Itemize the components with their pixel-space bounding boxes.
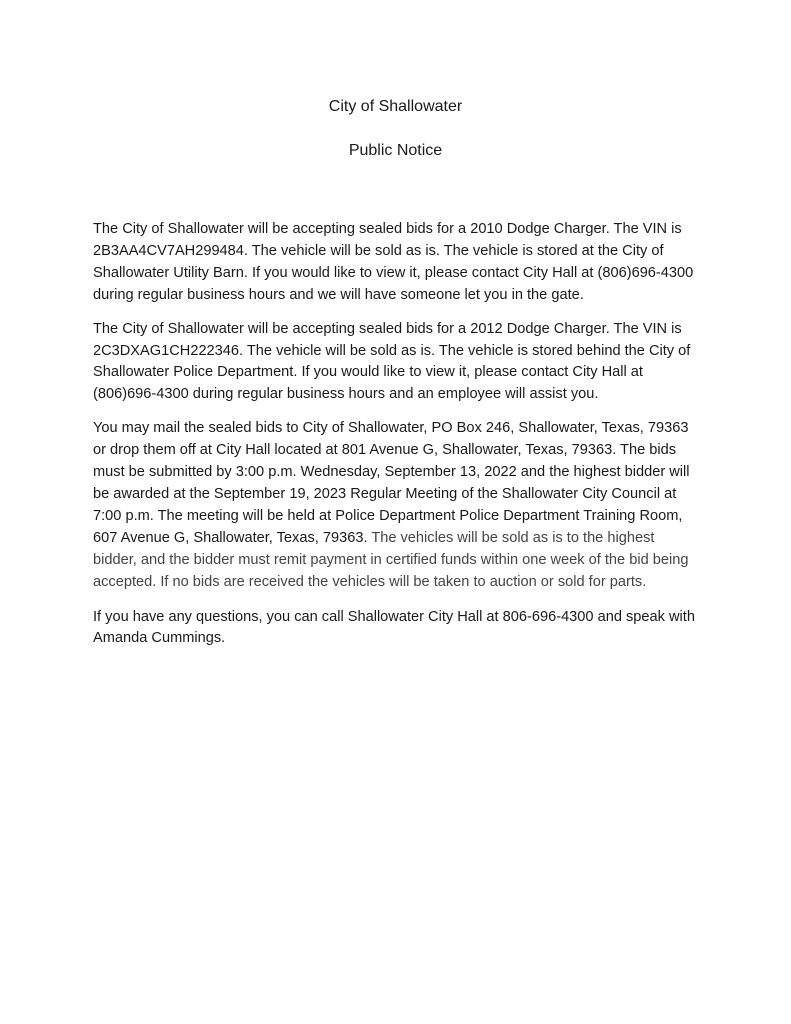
paragraph-2010-charger: The City of Shallowater will be accepting sealed bids for a 2010 Dodge Charger. The VIN is 2B3AA4CV7AH299484. The vehicle will be sold as is. The vehicle is stored at the City of Shallowater Utility Barn. If you would like to view it, please contact City Hall at (806)696-4300 during regular business hours and we will have someone let you in the gate. xyxy=(93,221,694,303)
paragraph-contact: If you have any questions, you can call Shallowater City Hall at 806-696-4300 and speak with Amanda Cummings. xyxy=(93,608,695,647)
document-subtitle: Public Notice xyxy=(348,142,443,159)
document-title: City of Shallowater xyxy=(328,98,463,115)
paragraph-2012-charger: The City of Shallowater will be accepting sealed bids for a 2012 Dodge Charger. The VIN is 2C3DXAG1CH222346. The vehicle will be sold as is. The vehicle is stored behind the City of Shallowater Police Department. If you would like to view it, please contact City Hall at (806)696-4300 during regular business hours and an employee will assist you. xyxy=(93,320,691,403)
paragraph-bid-instructions xyxy=(93,418,699,593)
bid-terms-text: The vehicles will be sold as is to the highest bidder, and the bidder must remit payment in certified funds within one week of the bid being accepted. If no bids are received the vehicles will be taken to auction or sold for parts. xyxy=(93,529,689,590)
notice-body xyxy=(93,219,699,662)
bid-instructions-text: You may mail the sealed bids to City of Shallowater, PO Box 246, Shallowater, Texas, 79363 or drop them off at City Hall located at 801 Avenue G, Shallowater, Texas, 79363. The bids must be submitted by 3:00 p.m. Wednesday, September 13, 2022 and the highest bidder will be awarded at the September 19, 2023 Regular Meeting of the Shallowater City Council at 7:00 p.m. The meeting will be held at Police Department Police Department Training Room, 607 Avenue G, Shallowater, Texas, 79363. xyxy=(93,420,690,546)
